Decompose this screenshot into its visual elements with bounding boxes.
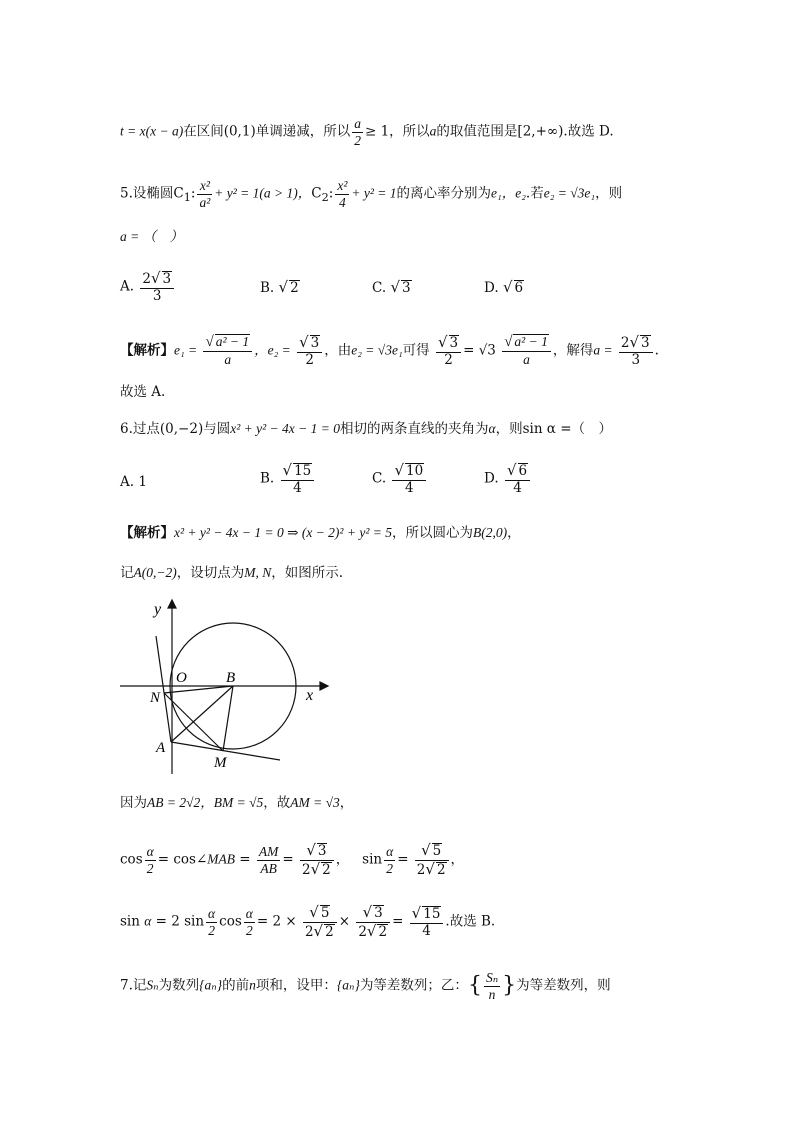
question-6-stem: 6.过点(0,−2)与圆x² + y² − 4x − 1 = 0相切的两条直线的夹角为α，则sin α =（ ） xyxy=(120,421,613,437)
q5-option-c: C. √ 3 xyxy=(372,278,411,296)
x-axis-arrow xyxy=(320,682,328,690)
label-b: B xyxy=(226,670,236,686)
q6-option-b: B. $\frac{√ 15}{4}$ xyxy=(260,462,316,496)
question-6-sin-line: sin α = 2 sin $\frac{\alpha}{2}$ cos $\frac{\alpha}{2}$ = 2 × $\frac{√ 5}{2√ 2}$ × $\frac{√ 3}{2√ 2}$ = $\frac{√ 15}{4}$ .故选 B. xyxy=(120,903,496,940)
label-a: A xyxy=(156,740,166,756)
question-5-answer: 故选 A. xyxy=(120,384,166,400)
segment-ab xyxy=(171,686,233,742)
tangent-circle-figure xyxy=(110,596,340,786)
y-axis-arrow xyxy=(168,600,176,608)
question-5-stem: 5.设椭圆$C_1$: $\frac{\text{x²}}{\text{a²}}$ + y² = 1(a > 1)，$C_2$: $\frac{\text{x²}}{4}$ + y² = 1的离心率分别为e₁，e₂.若e₂ = √3e₁，则 xyxy=(120,178,623,210)
question-5-analysis: 【解析】e₁ = $\frac{\text{√ a² − 1}}{a}$ ，e₂ = $\frac{√ 3}{2}$ ，由e₂ = √3e₁可得 $\frac{√ 3}{2}$ = √3 $\frac{\text{√ a² − 1}}{a}$ ，解得a = $\frac{2√ 3}{3}$ . xyxy=(120,333,659,368)
label-m: M xyxy=(214,755,227,771)
question-6-analysis: 【解析】x² + y² − 4x − 1 = 0 ⇒ (x − 2)² + y² = 5，所以圆心为B(2,0)， xyxy=(120,525,521,541)
segment-bm xyxy=(223,686,233,751)
q6-option-c: C. $\frac{√ 10}{4}$ xyxy=(372,462,428,496)
segment-nb xyxy=(164,686,233,693)
q5-option-d: D. √ 6 xyxy=(484,278,524,296)
fraction-a-over-2: $\frac{a}{2}$ xyxy=(354,116,361,148)
label-n: N xyxy=(150,690,161,706)
q5-option-b: B. √ 2 xyxy=(260,278,299,296)
label-x: x xyxy=(306,687,314,704)
question-5-blank: a = （ ） xyxy=(120,229,184,244)
question-7-stem: 7.记Sₙ为数列{aₙ}的前n项和，设甲：{aₙ}为等差数列；乙：{ $\frac{\text{Sₙ}}{n}$ }为等差数列，则 xyxy=(120,970,611,1002)
line-monotonic: t = x(x − a)在区间(0,1)单调递减，所以 $\frac{a}{2}$ ≥ 1，所以a的取值范围是[2,+∞).故选 D. xyxy=(120,116,614,148)
label-y: y xyxy=(154,601,162,618)
question-6-cos-line: cos $\frac{\alpha}{2}$ = cos∠MAB = $\frac{AM}{AB}$ = $\frac{√ 3}{2√ 2}$ ， sin $\frac{\alpha}{2}$ = $\frac{√ 5}{2√ 2}$ ， xyxy=(120,841,465,878)
question-6-because: 因为AB = 2√2，BM = √5，故AM = √3， xyxy=(120,795,354,811)
question-6-setup: 记A(0,−2)，设切点为M, N，如图所示. xyxy=(120,565,344,581)
label-o: O xyxy=(176,670,187,686)
q5-option-a: A. $\frac{2√ 3}{3}$ xyxy=(120,270,176,304)
tangent-line-an xyxy=(156,636,171,742)
q6-option-d: D. $\frac{√ 6}{4}$ xyxy=(484,462,532,496)
q6-option-a: A. 1 xyxy=(120,474,147,490)
